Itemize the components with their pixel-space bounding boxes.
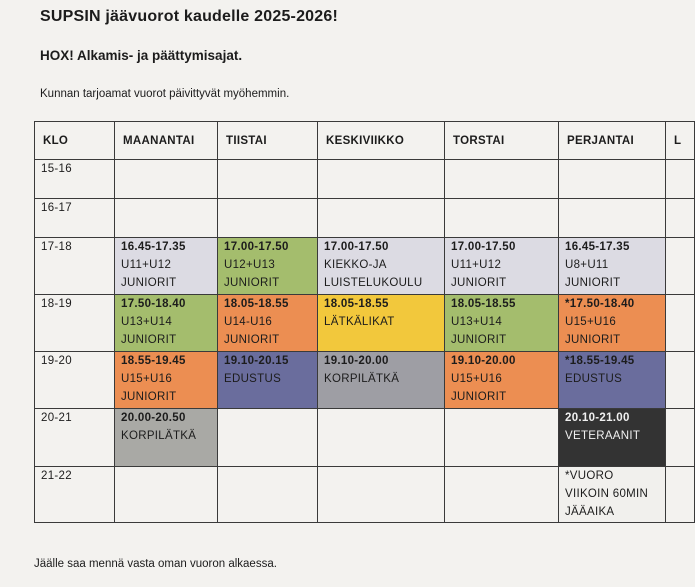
slot-time: *17.50-18.40 <box>565 298 635 310</box>
slot-group: JUNIORIT <box>451 391 507 403</box>
slot-tuesday <box>218 409 318 467</box>
slot-monday <box>115 295 218 352</box>
slot-time: 18.05-18.55 <box>324 298 389 310</box>
slot-tuesday <box>218 467 318 523</box>
slot-saturday-partial <box>666 467 695 523</box>
slot-group: LUISTELUKOULU <box>324 277 423 289</box>
slot-group: U12+U13 <box>224 259 276 271</box>
schedule-row <box>35 199 695 238</box>
slot-wednesday <box>318 295 445 352</box>
slot-time: 17.50-18.40 <box>121 298 186 310</box>
slot-group: JUNIORIT <box>565 277 621 289</box>
header-tuesday: TIISTAI <box>218 122 318 160</box>
slot-thursday <box>445 295 559 352</box>
schedule-row <box>35 238 695 295</box>
header-klo: KLO <box>35 122 115 160</box>
slot-tuesday <box>218 238 318 295</box>
slot-monday <box>115 352 218 409</box>
slot-group: U8+U11 <box>565 259 609 271</box>
time-slot-label: 15-16 <box>35 160 115 199</box>
slot-group: U15+U16 <box>121 373 173 385</box>
slot-group: JÄÄAIKA <box>565 506 615 518</box>
slot-group: EDUSTUS <box>224 373 282 385</box>
slot-time: 20.00-20.50 <box>121 412 186 424</box>
slot-group: KIEKKO-JA <box>324 259 387 271</box>
slot-group: U13+U14 <box>451 316 503 328</box>
slot-group: JUNIORIT <box>451 334 507 346</box>
schedule-row <box>35 352 695 409</box>
slot-group: JUNIORIT <box>121 277 177 289</box>
schedule-note: Kunnan tarjoamat vuorot päivittyvät myöhemmin. <box>40 88 290 100</box>
slot-saturday-partial <box>666 199 695 238</box>
time-slot-label: 16-17 <box>35 199 115 238</box>
slot-saturday-partial <box>666 160 695 199</box>
slot-thursday <box>445 409 559 467</box>
slot-group: JUNIORIT <box>121 391 177 403</box>
slot-saturday-partial <box>666 295 695 352</box>
slot-time: 17.00-17.50 <box>324 241 389 253</box>
slot-tuesday <box>218 295 318 352</box>
slot-tuesday <box>218 352 318 409</box>
slot-friday <box>559 295 666 352</box>
header-friday: PERJANTAI <box>559 122 666 160</box>
schedule-row <box>35 467 695 523</box>
slot-thursday <box>445 160 559 199</box>
slot-time: 20.10-21.00 <box>565 412 630 424</box>
slot-wednesday <box>318 160 445 199</box>
slot-thursday <box>445 238 559 295</box>
time-slot-label: 20-21 <box>35 409 115 467</box>
slot-time: 16.45-17.35 <box>565 241 630 253</box>
page-subtitle: HOX! Alkamis- ja päättymisajat. <box>40 48 243 63</box>
slot-group: LÄTKÄLIKAT <box>324 316 395 328</box>
slot-time: 18.05-18.55 <box>451 298 516 310</box>
slot-group: JUNIORIT <box>565 334 621 346</box>
slot-group: EDUSTUS <box>565 373 623 385</box>
time-slot-label: 21-22 <box>35 467 115 523</box>
slot-friday <box>559 199 666 238</box>
page-title: SUPSIN jäävuorot kaudelle 2025-2026! <box>40 8 338 25</box>
slot-friday <box>559 160 666 199</box>
slot-thursday <box>445 352 559 409</box>
slot-time: 18.55-19.45 <box>121 355 186 367</box>
slot-group: KORPILÄTKÄ <box>121 430 197 442</box>
slot-time: 19.10-20.15 <box>224 355 289 367</box>
slot-saturday-partial <box>666 352 695 409</box>
slot-tuesday <box>218 199 318 238</box>
slot-time: 19.10-20.00 <box>324 355 389 367</box>
schedule-row <box>35 409 695 467</box>
slot-group: KORPILÄTKÄ <box>324 373 400 385</box>
slot-friday <box>559 467 666 523</box>
header-monday: MAANANTAI <box>115 122 218 160</box>
slot-group: JUNIORIT <box>121 334 177 346</box>
slot-monday <box>115 467 218 523</box>
slot-group: *VUORO <box>565 470 614 482</box>
schedule-table <box>34 121 695 523</box>
schedule-row <box>35 295 695 352</box>
slot-time: 18.05-18.55 <box>224 298 289 310</box>
slot-group: VETERAANIT <box>565 430 641 442</box>
slot-friday <box>559 352 666 409</box>
slot-monday <box>115 160 218 199</box>
slot-group: U11+U12 <box>121 259 172 271</box>
slot-time: 19.10-20.00 <box>451 355 516 367</box>
slot-wednesday <box>318 409 445 467</box>
time-slot-label: 19-20 <box>35 352 115 409</box>
slot-group: VIIKOIN 60MIN <box>565 488 649 500</box>
header-saturday-partial: L <box>666 122 695 160</box>
slot-group: U14-U16 <box>224 316 273 328</box>
slot-friday <box>559 238 666 295</box>
slot-group: U15+U16 <box>565 316 617 328</box>
slot-saturday-partial <box>666 238 695 295</box>
slot-monday <box>115 238 218 295</box>
time-slot-label: 18-19 <box>35 295 115 352</box>
slot-time: 17.00-17.50 <box>224 241 289 253</box>
slot-group: U11+U12 <box>451 259 502 271</box>
slot-thursday <box>445 199 559 238</box>
slot-wednesday <box>318 238 445 295</box>
slot-saturday-partial <box>666 409 695 467</box>
slot-group: JUNIORIT <box>451 277 507 289</box>
header-thursday: TORSTAI <box>445 122 559 160</box>
slot-wednesday <box>318 467 445 523</box>
slot-group: U15+U16 <box>451 373 503 385</box>
slot-group: JUNIORIT <box>224 277 280 289</box>
slot-wednesday <box>318 352 445 409</box>
header-row <box>35 122 695 160</box>
slot-time: *18.55-19.45 <box>565 355 635 367</box>
slot-friday <box>559 409 666 467</box>
slot-wednesday <box>318 199 445 238</box>
slot-group: U13+U14 <box>121 316 173 328</box>
slot-group: JUNIORIT <box>224 334 280 346</box>
slot-thursday <box>445 467 559 523</box>
slot-tuesday <box>218 160 318 199</box>
slot-time: 17.00-17.50 <box>451 241 516 253</box>
header-wednesday: KESKIVIIKKO <box>318 122 445 160</box>
slot-time: 16.45-17.35 <box>121 241 186 253</box>
schedule-row <box>35 160 695 199</box>
footer-note: Jäälle saa mennä vasta oman vuoron alkaessa. <box>34 558 277 570</box>
slot-monday <box>115 199 218 238</box>
time-slot-label: 17-18 <box>35 238 115 295</box>
slot-monday <box>115 409 218 467</box>
